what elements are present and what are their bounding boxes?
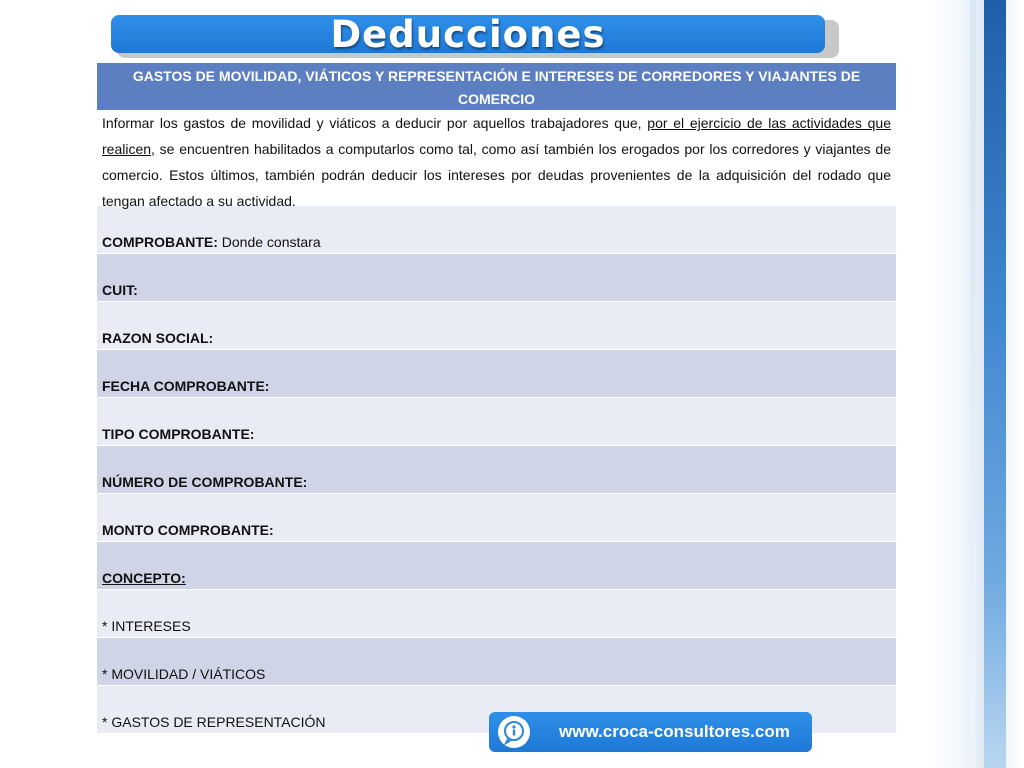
side-stripe bbox=[984, 0, 1006, 768]
footer-url-link[interactable]: www.croca-consultores.com bbox=[559, 722, 790, 741]
row-label: RAZON SOCIAL: bbox=[102, 330, 214, 346]
row-text: * MOVILIDAD / VIÁTICOS bbox=[102, 666, 266, 682]
row-text: * GASTOS DE REPRESENTACIÓN bbox=[102, 714, 326, 730]
table-row-razon-social bbox=[97, 301, 896, 349]
row-label: MONTO COMPROBANTE: bbox=[102, 522, 274, 538]
row-label: COMPROBANTE: bbox=[102, 234, 218, 250]
deductions-table bbox=[97, 63, 896, 733]
speech-bubble-info-icon bbox=[498, 716, 530, 748]
footer-url-banner[interactable] bbox=[489, 712, 812, 752]
table-header: GASTOS DE MOVILIDAD, VIÁTICOS Y REPRESENTACIÓN E INTERESES DE CORREDORES Y VIAJANTES DE COMERCIO bbox=[97, 63, 896, 110]
side-decoration bbox=[929, 0, 1024, 768]
intro-text: Informar los gastos de movilidad y viáticos a deducir por aquellos trabajadores que, bbox=[102, 115, 648, 131]
row-label: FECHA COMPROBANTE: bbox=[102, 378, 270, 394]
table-row-cuit bbox=[97, 253, 896, 301]
table-row-monto bbox=[97, 493, 896, 541]
title-banner bbox=[111, 12, 825, 56]
table-row-tipo bbox=[97, 397, 896, 445]
row-label: CUIT: bbox=[102, 282, 138, 298]
intro-text-continued: , se encuentren habilitados a computarlos como tal, como así también los erogados por los corredores y viajantes de comercio. Estos últimos, también podrán deducir los intereses por deudas provenientes de la adquisición del rodado que tengan afectado a su actividad. bbox=[102, 141, 891, 209]
side-stripe-light bbox=[970, 0, 976, 768]
table-row-intereses bbox=[97, 589, 896, 637]
table-row-fecha bbox=[97, 349, 896, 397]
table-row-numero bbox=[97, 445, 896, 493]
intro-underlined-text: por el ejercicio de las actividades que realicen bbox=[102, 115, 891, 157]
table-row-movilidad bbox=[97, 637, 896, 685]
row-label: NÚMERO DE COMPROBANTE: bbox=[102, 474, 308, 490]
row-label: TIPO COMPROBANTE: bbox=[102, 426, 255, 442]
table-intro bbox=[97, 110, 896, 209]
table-row-concepto bbox=[97, 541, 896, 589]
row-label: CONCEPTO: bbox=[102, 570, 186, 586]
row-value: Donde constara bbox=[217, 234, 321, 250]
row-text: * INTERESES bbox=[102, 618, 191, 634]
slide-title: Deducciones bbox=[330, 12, 606, 56]
